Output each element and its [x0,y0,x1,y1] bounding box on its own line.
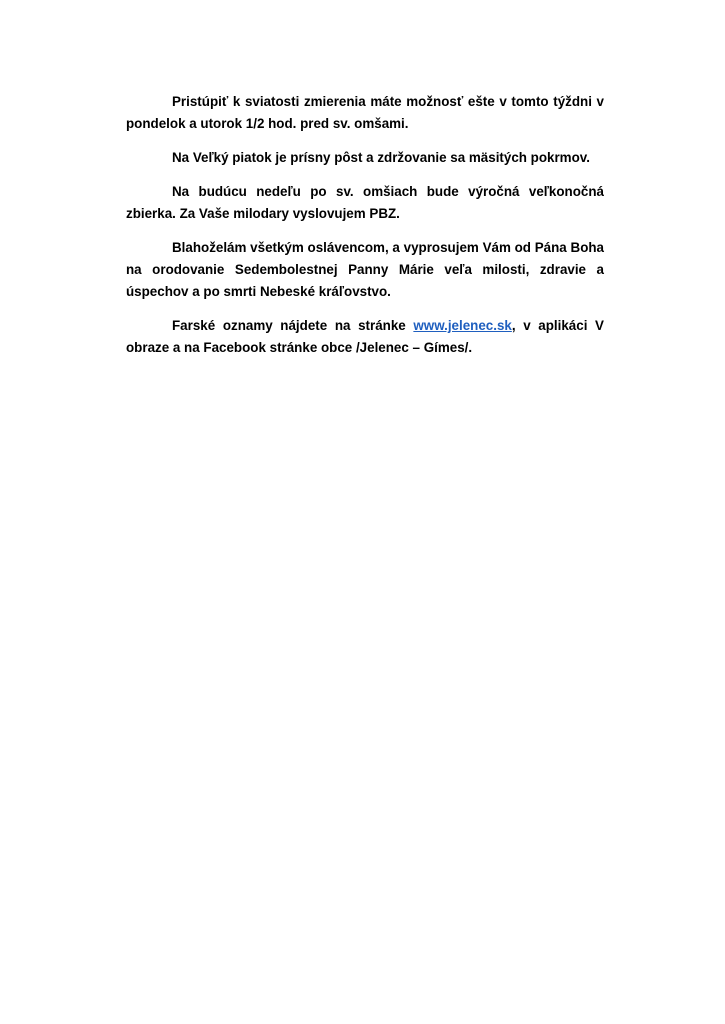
website-link[interactable]: www.jelenec.sk [413,318,512,333]
paragraph-easter-collection: Na budúcu nedeľu po sv. omšiach bude výročná veľkonočná zbierka. Za Vaše milodary vyslovujem PBZ. [126,184,604,221]
announcements-text-before: Farské oznamy nájdete na stránke [172,318,414,333]
document-body [126,91,604,371]
paragraph-congratulations: Blahoželám všetkým oslávencom, a vyprosujem Vám od Pána Boha na orodovanie Sedembolestnej Panny Márie veľa milosti, zdravie a úspechov a po smrti Nebeské kráľovstvo. [126,240,604,299]
paragraph-good-friday: Na Veľký piatok je prísny pôst a zdržovanie sa mäsitých pokrmov. [172,150,590,165]
announcements-text-after: , v aplikáci V obraze a na Facebook stránke obce /Jelenec – Gímes/. [126,318,604,355]
paragraph-announcements-info [126,315,604,359]
paragraph-confession: Pristúpiť k sviatosti zmierenia máte možnosť ešte v tomto týždni v pondelok a utorok 1/2 hod. pred sv. omšami. [126,94,604,131]
